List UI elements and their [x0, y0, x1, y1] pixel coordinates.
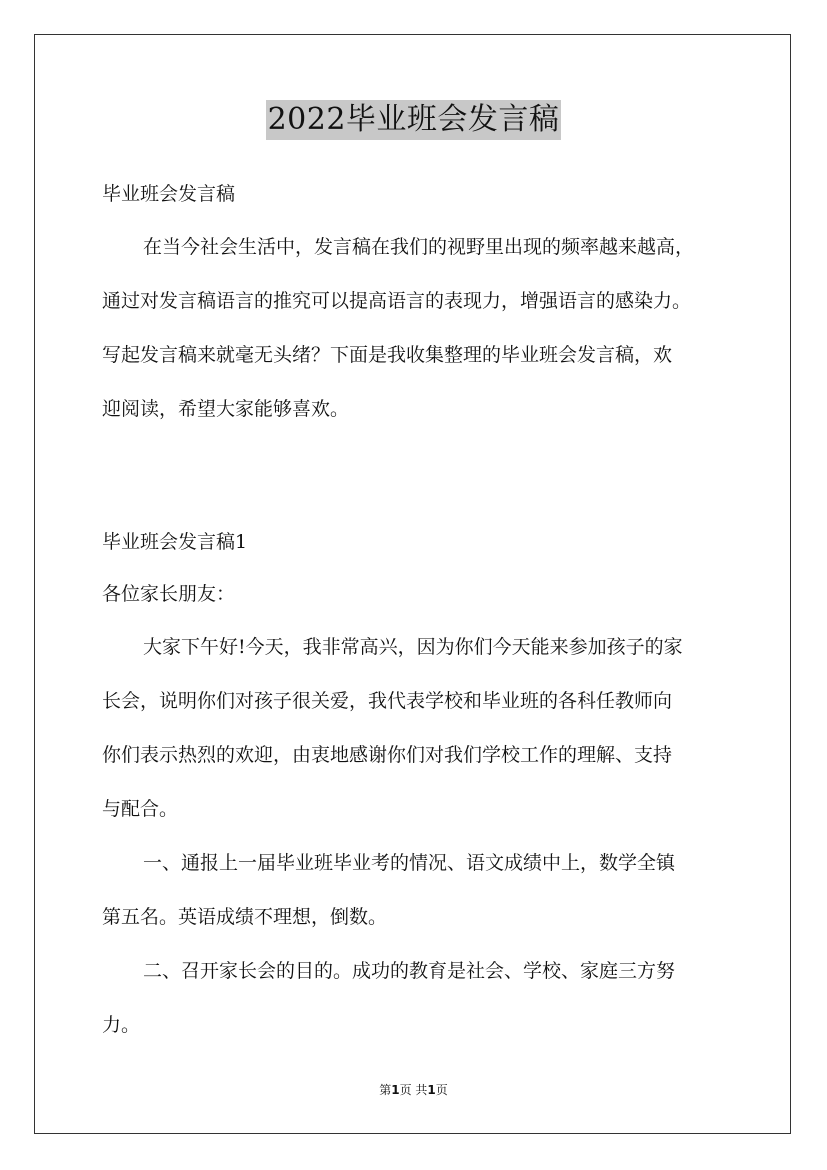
paragraph-line: 与配合。 [102, 798, 179, 820]
paragraph-line: 长会，说明你们对孩子很关爱，我代表学校和毕业班的各科任教师向 [102, 690, 673, 712]
intro-line: 写起发言稿来就毫无头绪？下面是我收集整理的毕业班会发言稿，欢 [102, 344, 673, 366]
section-heading: 毕业班会发言稿1 [102, 531, 248, 553]
page-mid: 页 共 [399, 1083, 428, 1097]
paragraph-line: 一、通报上一届毕业班毕业考的情况、语文成绩中上，数学全镇 [143, 852, 676, 874]
salutation: 各位家长朋友： [102, 583, 236, 605]
paragraph-line: 第五名。英语成绩不理想，倒数。 [102, 906, 388, 928]
section-spacer [102, 436, 742, 516]
paragraph-line: 你们表示热烈的欢迎，由衷地感谢你们对我们学校工作的理解、支持 [102, 744, 673, 766]
title-area [0, 100, 827, 140]
page-number: 1 [391, 1083, 400, 1097]
intro-line: 在当今社会生活中，发言稿在我们的视野里出现的频率越来越高， [143, 236, 695, 258]
intro-heading: 毕业班会发言稿 [102, 183, 236, 205]
page-total: 1 [427, 1083, 436, 1097]
page-prefix: 第 [379, 1083, 392, 1097]
paragraph-line: 大家下午好!今天，我非常高兴，因为你们今天能来参加孩子的家 [143, 636, 683, 658]
page-suffix: 页 [435, 1083, 448, 1097]
intro-line: 迎阅读，希望大家能够喜欢。 [102, 398, 350, 420]
document-title: 2022毕业班会发言稿 [266, 100, 562, 140]
paragraph-line: 力。 [102, 1014, 141, 1036]
document-body [102, 168, 742, 1052]
intro-line: 通过对发言稿语言的推究可以提高语言的表现力，增强语言的感染力。 [102, 290, 692, 312]
page-footer [0, 1081, 827, 1098]
paragraph-line: 二、召开家长会的目的。成功的教育是社会、学校、家庭三方努 [143, 960, 676, 982]
